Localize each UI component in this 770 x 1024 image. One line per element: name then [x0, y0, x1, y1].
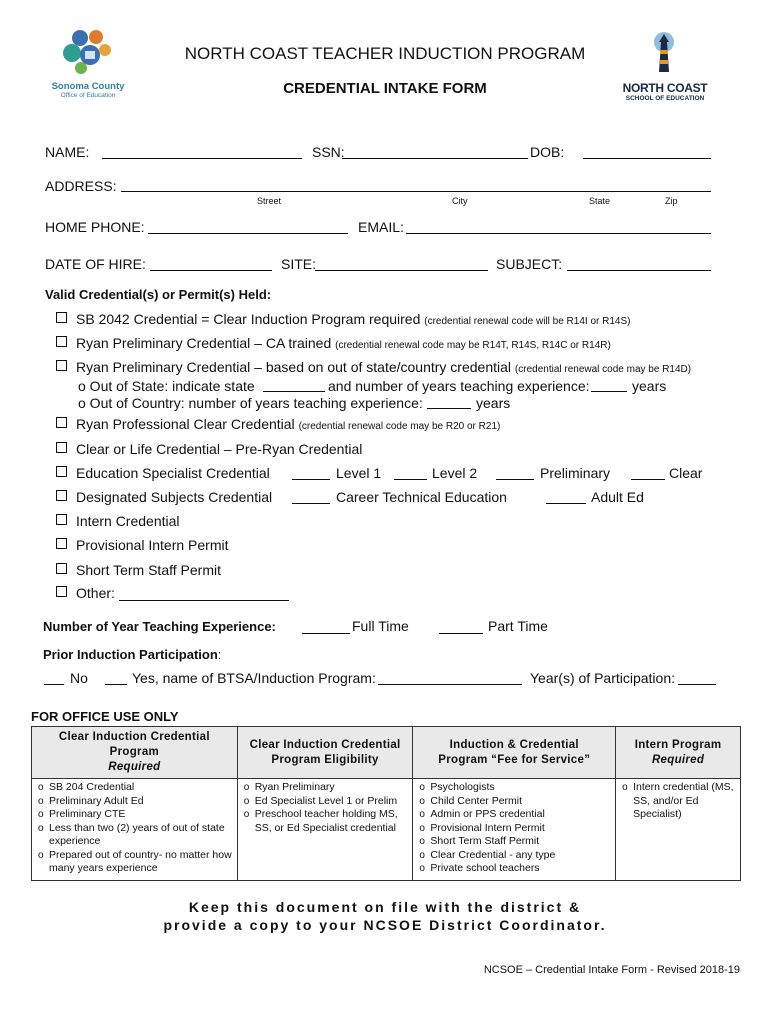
city-caption: City	[452, 196, 468, 206]
intern-label: Intern Credential	[76, 513, 180, 529]
date-of-hire-field[interactable]	[150, 270, 272, 271]
sb2042-text: SB 2042 Credential = Clear Induction Program required	[76, 311, 421, 327]
col-3-title: Induction & Credential Program “Fee for Service”	[438, 738, 591, 766]
keep-document-line-2: provide a copy to your NCSOE District Coordinator.	[163, 917, 607, 933]
credentials-heading: Valid Credential(s) or Permit(s) Held:	[45, 287, 272, 302]
col-eligibility-header	[237, 727, 413, 779]
date-of-hire-label: DATE OF HIRE:	[45, 256, 146, 272]
list-item: o Psychologists	[417, 781, 611, 795]
col-4-required: Required	[651, 753, 705, 766]
site-label: SITE:	[281, 256, 317, 272]
ryan-ca-label	[76, 335, 611, 351]
no-field[interactable]	[44, 684, 64, 685]
intern-checkbox[interactable]	[56, 514, 67, 525]
ryan-ca-note: (credential renewal code may be R14T, R14S, R14C or R14R)	[335, 340, 611, 351]
preliminary-field[interactable]	[496, 479, 534, 480]
col-2-title: Clear Induction Credential Program Eligibility	[249, 738, 401, 766]
ryan-out-text: Ryan Preliminary Credential – based on out of state/country credential	[76, 359, 512, 375]
list-item: o Admin or PPS credential	[417, 808, 611, 822]
level1-label: Level 1	[336, 465, 382, 481]
sb2042-checkbox[interactable]	[56, 312, 67, 323]
prior-induction-colon: :	[217, 647, 222, 662]
ryan-ca-text: Ryan Preliminary Credential – CA trained	[76, 335, 332, 351]
ssn-label: SSN:	[312, 144, 345, 160]
sonoma-county-logo	[48, 28, 128, 98]
col-clear-induction-header	[32, 727, 238, 779]
email-field[interactable]	[406, 233, 711, 234]
prov-intern-label: Provisional Intern Permit	[76, 537, 229, 553]
list-item: o Child Center Permit	[417, 795, 611, 809]
no-label: No	[70, 670, 88, 686]
short-term-label: Short Term Staff Permit	[76, 562, 221, 578]
other-field[interactable]	[119, 600, 289, 601]
list-item: o Short Term Staff Permit	[417, 835, 611, 849]
zip-caption: Zip	[665, 196, 678, 206]
list-item: o Private school teachers	[417, 862, 611, 876]
country-years-field[interactable]	[427, 408, 471, 409]
sb2042-note: (credential renewal code will be R14I or R14S)	[424, 316, 631, 327]
office-table-header-row	[32, 727, 741, 779]
experience-label: Number of Year Teaching Experience:	[43, 619, 276, 634]
list-item: o Less than two (2) years of out of state experience	[36, 822, 233, 849]
dob-label: DOB:	[530, 144, 565, 160]
clear-life-label: Clear or Life Credential – Pre-Ryan Credential	[76, 441, 363, 457]
col-3-cell	[413, 779, 616, 881]
address-label: ADDRESS:	[45, 178, 117, 194]
out-of-country: o Out of Country: number of years teaching experience:	[78, 395, 423, 411]
clear-label: Clear	[669, 465, 703, 481]
ed-spec-checkbox[interactable]	[56, 466, 67, 477]
north-coast-logo-sub: SCHOOL OF EDUCATION	[625, 95, 705, 102]
north-coast-logo	[615, 28, 715, 100]
list-item: o Preliminary Adult Ed	[36, 795, 233, 809]
col-1-cell	[32, 779, 238, 881]
ryan-prof-text: Ryan Professional Clear Credential	[76, 416, 295, 432]
ryan-prof-label	[76, 416, 500, 432]
name-field[interactable]	[102, 158, 302, 159]
prior-induction-heading	[43, 647, 221, 662]
out-of-state-a: o Out of State: indicate state	[78, 378, 255, 394]
office-table-body-row	[32, 779, 741, 881]
list-item: o Intern credential (MS, SS, and/or Ed Specialist)	[620, 781, 736, 822]
name-label: NAME:	[45, 144, 90, 160]
country-years-label: years	[476, 395, 511, 411]
email-label: EMAIL:	[358, 219, 404, 235]
level1-field[interactable]	[292, 479, 330, 480]
col-intern-header	[616, 727, 741, 779]
part-time-field[interactable]	[439, 633, 483, 634]
keep-document-line-1: Keep this document on file with the district &	[188, 899, 582, 915]
cte-label: Career Technical Education	[336, 489, 507, 505]
years-participation-label: Year(s) of Participation:	[530, 670, 675, 686]
home-phone-label: HOME PHONE:	[45, 219, 145, 235]
sonoma-logo-sub: Office of Education	[60, 92, 116, 99]
list-item: o Clear Credential - any type	[417, 849, 611, 863]
lighthouse-icon	[615, 28, 715, 74]
prior-induction-label: Prior Induction Participation	[43, 647, 218, 662]
other-label: Other:	[76, 585, 115, 601]
program-title: NORTH COAST TEACHER INDUCTION PROGRAM	[184, 44, 586, 63]
list-item: o SB 204 Credential	[36, 781, 233, 795]
site-field[interactable]	[315, 270, 488, 271]
ed-spec-label: Education Specialist Credential	[76, 465, 270, 481]
clear-field[interactable]	[631, 479, 665, 480]
clear-life-checkbox[interactable]	[56, 442, 67, 453]
out-of-state-b: and number of years teaching experience:	[328, 378, 590, 394]
list-item: o Preliminary CTE	[36, 808, 233, 822]
address-field[interactable]	[121, 191, 711, 192]
adult-ed-field[interactable]	[546, 503, 586, 504]
years-participation-field[interactable]	[678, 684, 716, 685]
home-phone-field[interactable]	[148, 233, 348, 234]
state-years-label: years	[632, 378, 667, 394]
office-use-heading: FOR OFFICE USE ONLY	[31, 709, 179, 724]
list-item: o Provisional Intern Permit	[417, 822, 611, 836]
col-fee-header	[413, 727, 616, 779]
short-term-checkbox[interactable]	[56, 563, 67, 574]
designated-checkbox[interactable]	[56, 490, 67, 501]
cte-field[interactable]	[292, 503, 330, 504]
out-of-state-field[interactable]	[263, 391, 325, 392]
sonoma-logo-icon	[48, 28, 128, 74]
col-1-required: Required	[108, 761, 161, 773]
list-item: o Ed Specialist Level 1 or Prelim	[242, 795, 409, 809]
designated-label: Designated Subjects Credential	[76, 489, 273, 505]
list-item: o Ryan Preliminary	[242, 781, 409, 795]
list-item: o Prepared out of country- no matter how many years experience	[36, 849, 233, 876]
yes-field[interactable]	[105, 684, 127, 685]
ryan-out-label	[76, 359, 691, 375]
col-1-title: Clear Induction Credential Program	[58, 731, 210, 758]
col-4-title: Intern Program	[634, 738, 722, 751]
col-2-cell	[237, 779, 413, 881]
preliminary-label: Preliminary	[540, 465, 611, 481]
subject-label: SUBJECT:	[496, 256, 563, 272]
street-caption: Street	[257, 196, 282, 206]
state-caption: State	[589, 196, 611, 206]
subject-field[interactable]	[567, 270, 711, 271]
ssn-field[interactable]	[342, 158, 528, 159]
program-name-field[interactable]	[378, 684, 522, 685]
state-years-field[interactable]	[591, 391, 627, 392]
revision-footer: NCSOE – Credential Intake Form - Revised 2018-19	[483, 964, 740, 976]
ryan-ca-checkbox[interactable]	[56, 336, 67, 347]
ryan-out-note: (credential renewal code may be R14D)	[514, 364, 692, 375]
ryan-prof-note: (credential renewal code may be R20 or R21)	[298, 421, 501, 432]
col-4-cell	[616, 779, 741, 881]
ryan-prof-checkbox[interactable]	[56, 417, 67, 428]
dob-field[interactable]	[583, 158, 711, 159]
full-time-label: Full Time	[352, 618, 409, 634]
adult-ed-label: Adult Ed	[591, 489, 644, 505]
sonoma-logo-name: Sonoma County	[51, 81, 125, 92]
full-time-field[interactable]	[302, 633, 350, 634]
part-time-label: Part Time	[488, 618, 548, 634]
level2-field[interactable]	[394, 479, 427, 480]
office-use-table	[31, 726, 741, 881]
form-title: CREDENTIAL INTAKE FORM	[283, 80, 487, 97]
north-coast-logo-name: NORTH COAST	[622, 81, 708, 95]
list-item: o Preschool teacher holding MS, SS, or Ed Specialist credential	[242, 808, 409, 835]
level2-label: Level 2	[432, 465, 478, 481]
other-checkbox[interactable]	[56, 586, 67, 597]
sb2042-label	[76, 311, 630, 327]
prov-intern-checkbox[interactable]	[56, 538, 67, 549]
ryan-out-checkbox[interactable]	[56, 360, 67, 371]
yes-label: Yes, name of BTSA/Induction Program:	[132, 670, 376, 686]
